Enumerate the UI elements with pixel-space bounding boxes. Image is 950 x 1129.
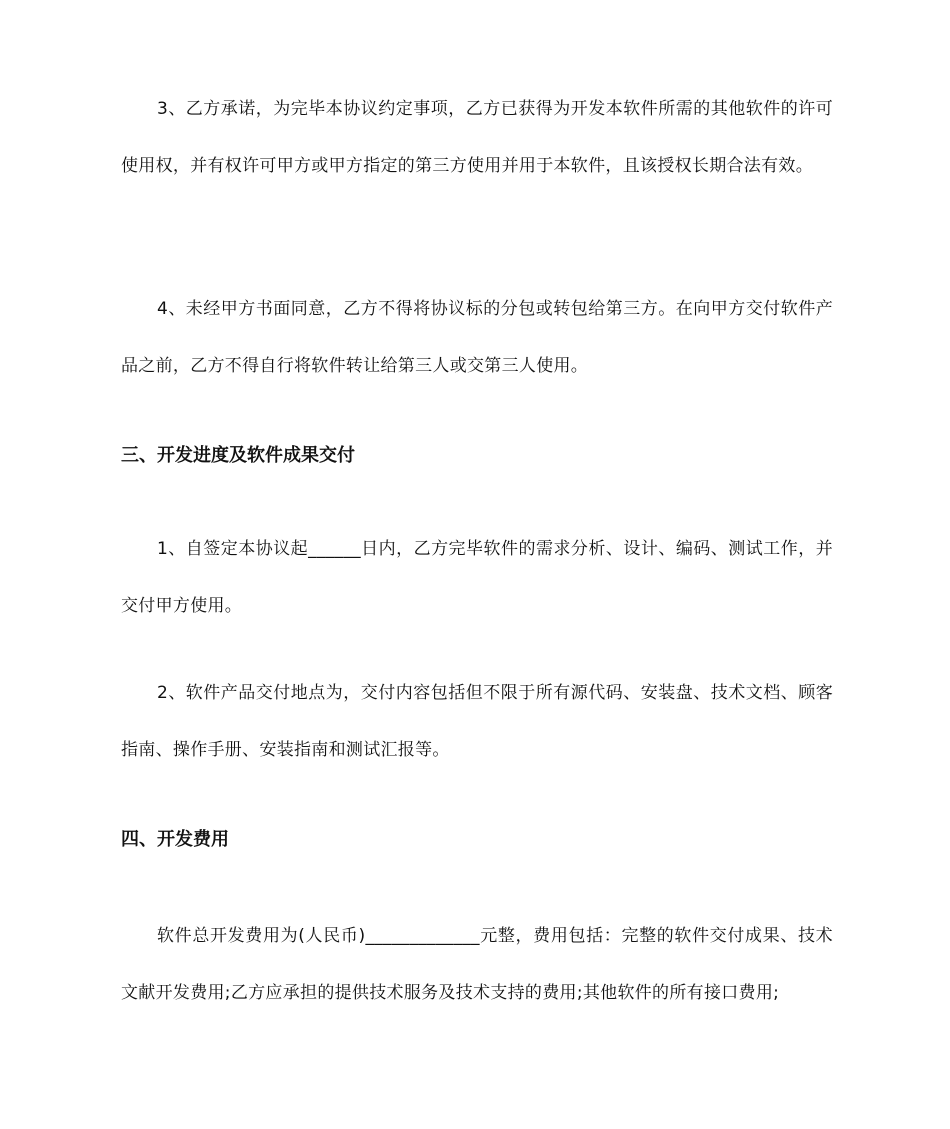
clause-4-paragraph: 4、未经甲方书面同意，乙方不得将协议标的分包或转包给第三方。在向甲方交付软件产品之前，乙方不得自行将软件转让给第三人或交第三人使用。 <box>121 299 833 376</box>
fee-paragraph: 软件总开发费用为(人民币)_____________元整，费用包括：完整的软件交付成果、技术文献开发费用;乙方应承担的提供技术服务及技术支持的费用;其他软件的所有接口费用; <box>121 926 833 1003</box>
section-3-heading: 三、开发进度及软件成果交付 <box>121 445 355 466</box>
delivery-clause-1-paragraph: 1、自签定本协议起______日内，乙方完毕软件的需求分析、设计、编码、测试工作，并交付甲方使用。 <box>121 539 833 616</box>
section-4-heading: 四、开发费用 <box>121 829 229 850</box>
delivery-clause-2-paragraph: 2、软件产品交付地点为，交付内容包括但不限于所有源代码、安装盘、技术文档、顾客指南、操作手册、安装指南和测试汇报等。 <box>121 683 833 760</box>
clause-3-paragraph: 3、乙方承诺，为完毕本协议约定事项，乙方已获得为开发本软件所需的其他软件的许可使用权，并有权许可甲方或甲方指定的第三方使用并用于本软件，且该授权长期合法有效。 <box>121 99 833 176</box>
